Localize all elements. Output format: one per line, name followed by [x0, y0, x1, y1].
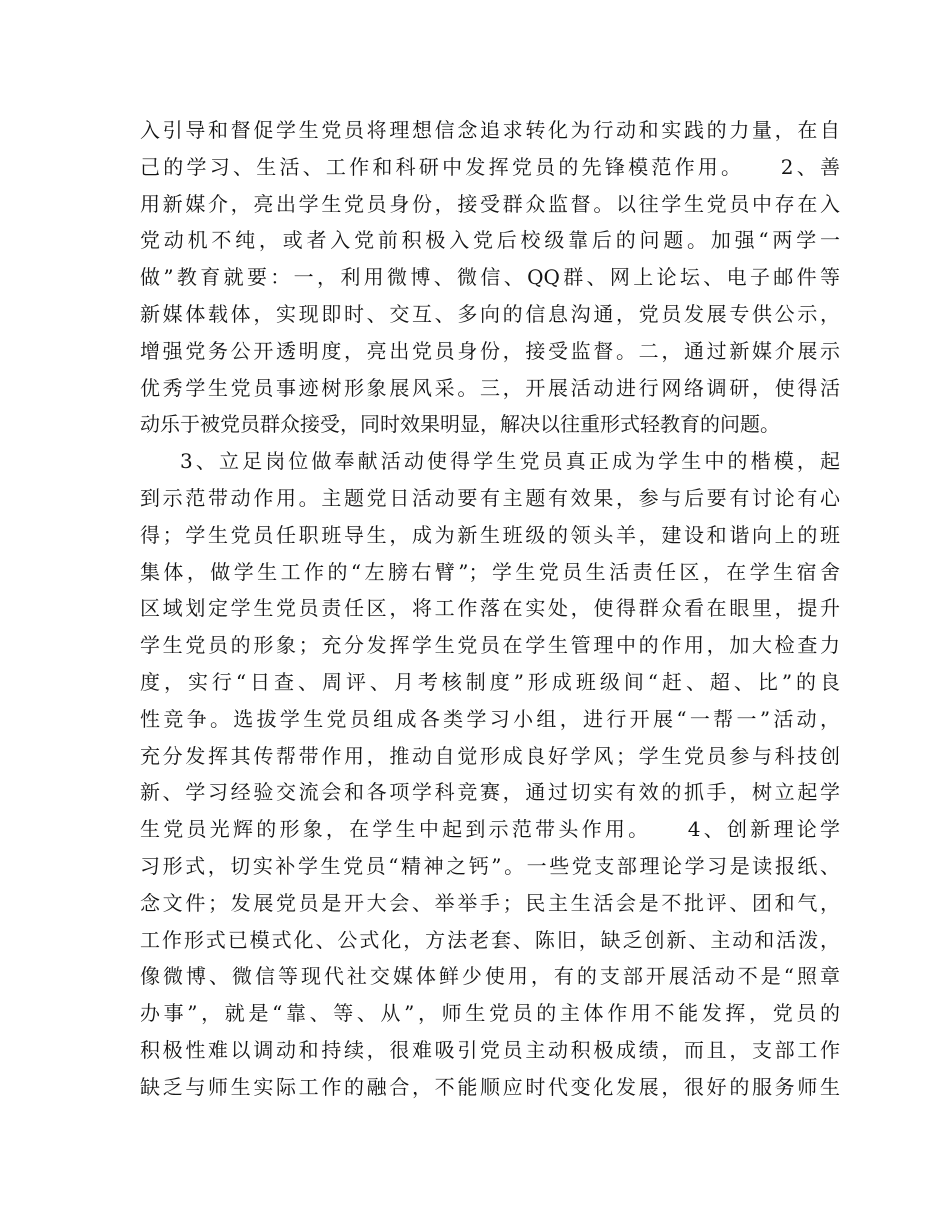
text-line: 新、学习经验交流会和各项学科竞赛，通过切实有效的抓手，树立起学: [140, 780, 840, 805]
text-line: 积极性难以调动和持续，很难吸引党员主动积极成绩，而且，支部工作: [140, 1037, 840, 1062]
body-text: [140, 112, 840, 1106]
text-line: 新媒体载体，实现即时、交互、多向的信息沟通，党员发展专供公示，: [140, 301, 840, 326]
text-line: 党动机不纯，或者入党前积极入党后校级靠后的问题。加强“两学一: [140, 228, 840, 253]
text-line: 性竞争。选拔学生党员组成各类学习小组，进行开展“一帮一”活动，: [140, 706, 840, 731]
text-line: 办事”，就是“靠、等、从”，师生党员的主体作用不能发挥，党员的: [140, 1001, 840, 1026]
text-line: 得；学生党员任职班导生，成为新生班级的领头羊，建设和谐向上的班: [140, 522, 840, 547]
text-line: 像微博、微信等现代社交媒体鲜少使用，有的支部开展活动不是“照章: [140, 964, 840, 989]
text-line: 念文件；发展党员是开大会、举举手；民主生活会是不批评、团和气，: [140, 890, 840, 915]
paragraph-first-line: 3、立足岗位做奉献活动使得学生党员真正成为学生中的楷模，起: [180, 449, 840, 474]
text-line: 做”教育就要：一，利用微博、微信、QQ群、网上论坛、电子邮件等: [140, 265, 840, 290]
text-line: 区域划定学生党员责任区，将工作落在实处，使得群众看在眼里，提升: [140, 596, 840, 621]
text-line: 增强党务公开透明度，亮出党员身份，接受监督。二，通过新媒介展示: [140, 338, 840, 363]
text-line: 集体，做学生工作的“左膀右臂”；学生党员生活责任区，在学生宿舍: [140, 559, 840, 584]
text-line: 用新媒介，亮出学生党员身份，接受群众监督。以往学生党员中存在入: [140, 191, 840, 216]
text-line: 己的学习、生活、工作和科研中发挥党员的先锋模范作用。 2、善: [140, 154, 840, 179]
text-line: 入引导和督促学生党员将理想信念追求转化为行动和实践的力量，在自: [140, 118, 840, 142]
text-line: 动乐于被党员群众接受，同时效果明显，解决以往重形式轻教育的问题。: [140, 412, 780, 437]
text-line: 缺乏与师生实际工作的融合，不能顺应时代变化发展，很好的服务师生: [140, 1074, 840, 1099]
text-line: 充分发挥其传帮带作用，推动自觉形成良好学风；学生党员参与科技创: [140, 743, 840, 768]
text-line: 到示范带动作用。主题党日活动要有主题有效果，参与后要有讨论有心: [140, 485, 840, 510]
text-line: 习形式，切实补学生党员“精神之钙”。一些党支部理论学习是读报纸、: [140, 853, 840, 878]
text-line: 度，实行“日查、周评、月考核制度”形成班级间“赶、超、比”的良: [140, 669, 840, 694]
text-line: 学生党员的形象；充分发挥学生党员在学生管理中的作用，加大检查力: [140, 633, 840, 658]
text-line: 优秀学生党员事迹树形象展风采。三，开展活动进行网络调研，使得活: [140, 375, 840, 400]
text-line: 生党员光辉的形象，在学生中起到示范带头作用。 4、创新理论学: [140, 817, 840, 842]
text-line: 工作形式已模式化、公式化，方法老套、陈旧，缺乏创新、主动和活泼，: [140, 927, 840, 952]
